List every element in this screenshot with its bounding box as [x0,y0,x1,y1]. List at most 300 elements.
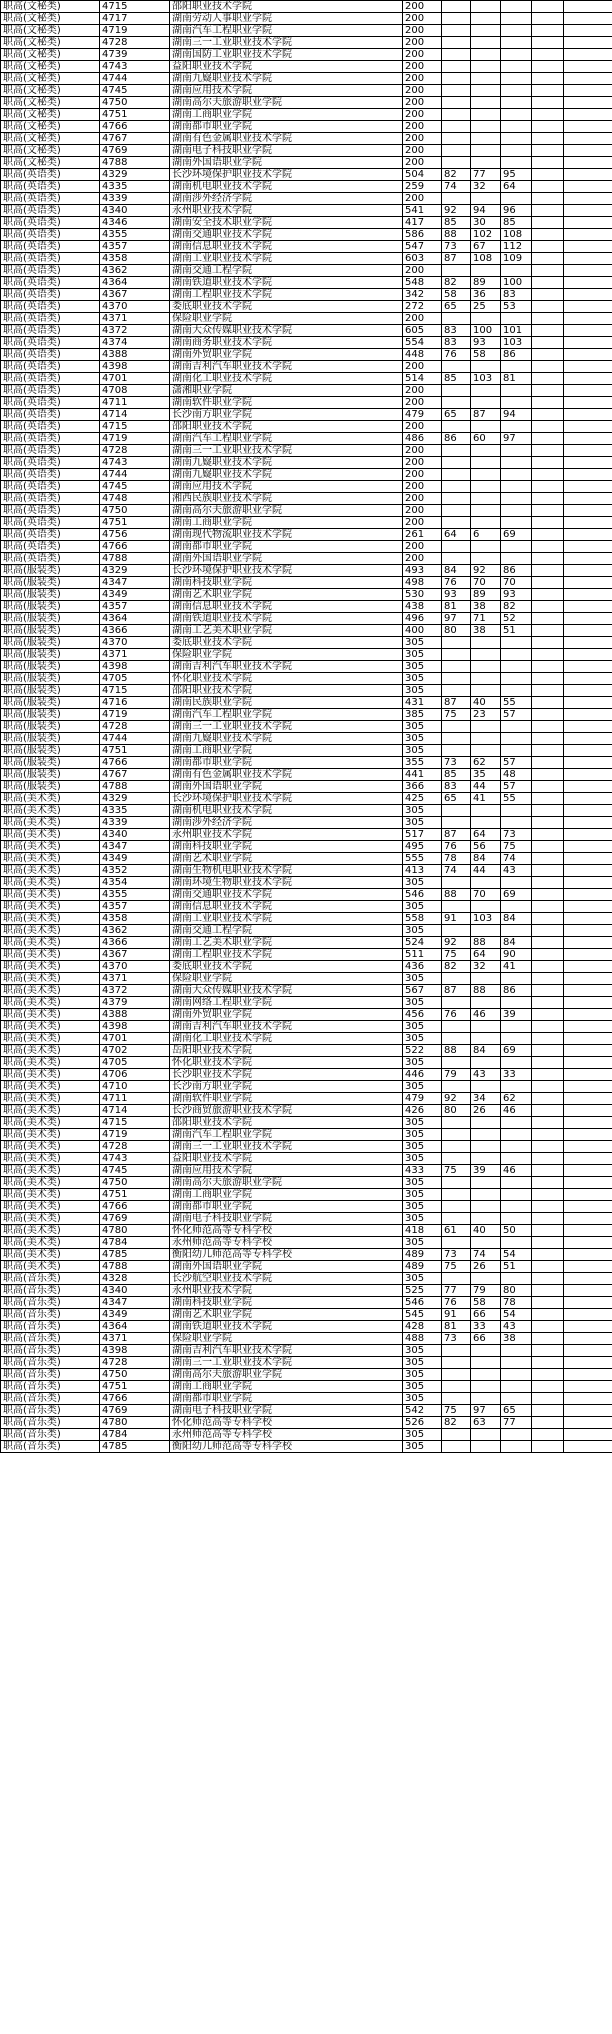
subscore2-cell: 26 [471,1105,501,1117]
empty-cell [564,517,612,529]
code-cell: 4743 [100,457,170,469]
subscore4-cell [532,745,564,757]
subscore1-cell: 91 [442,913,471,925]
score-cell: 511 [403,949,442,961]
table-row [1,769,612,781]
table-row [1,865,612,877]
score-cell: 200 [403,85,442,97]
score-cell: 417 [403,217,442,229]
category-cell: 职高(文秘类) [1,49,100,61]
category-cell: 职高(英语类) [1,217,100,229]
code-cell: 4719 [100,709,170,721]
empty-cell [564,337,612,349]
school-cell: 湖南汽车工程职业学院 [170,1129,403,1141]
subscore1-cell [442,121,471,133]
empty-cell [564,385,612,397]
subscore1-cell [442,541,471,553]
subscore2-cell: 64 [471,829,501,841]
subscore3-cell [501,1021,532,1033]
subscore4-cell [532,1213,564,1225]
subscore3-cell [501,817,532,829]
code-cell: 4366 [100,625,170,637]
subscore4-cell [532,1141,564,1153]
subscore2-cell [471,637,501,649]
table-row [1,925,612,937]
table-row [1,1057,612,1069]
code-cell: 4788 [100,1261,170,1273]
subscore3-cell: 51 [501,625,532,637]
subscore3-cell: 69 [501,1045,532,1057]
score-cell: 305 [403,1141,442,1153]
empty-cell [564,169,612,181]
empty-cell [564,985,612,997]
subscore3-cell [501,1429,532,1441]
subscore4-cell [532,493,564,505]
code-cell: 4358 [100,253,170,265]
table-row [1,1321,612,1333]
subscore4-cell [532,541,564,553]
score-cell: 305 [403,1021,442,1033]
category-cell: 职高(美术类) [1,937,100,949]
table-row [1,1369,612,1381]
subscore4-cell [532,481,564,493]
code-cell: 4352 [100,865,170,877]
empty-cell [564,1225,612,1237]
table-row [1,889,612,901]
subscore2-cell [471,805,501,817]
table-row [1,577,612,589]
subscore1-cell: 76 [442,841,471,853]
category-cell: 职高(服装类) [1,697,100,709]
table-row [1,433,612,445]
empty-cell [564,553,612,565]
subscore3-cell: 62 [501,1093,532,1105]
empty-cell [564,1093,612,1105]
subscore3-cell [501,1141,532,1153]
subscore3-cell: 38 [501,1333,532,1345]
subscore1-cell [442,97,471,109]
table-row [1,1333,612,1345]
code-cell: 4788 [100,781,170,793]
subscore4-cell [532,769,564,781]
code-cell: 4371 [100,1333,170,1345]
subscore3-cell [501,1345,532,1357]
subscore1-cell: 81 [442,1321,471,1333]
category-cell: 职高(英语类) [1,181,100,193]
table-row [1,1213,612,1225]
empty-cell [564,229,612,241]
table-row [1,85,612,97]
score-cell: 200 [403,133,442,145]
subscore1-cell: 61 [442,1225,471,1237]
subscore2-cell [471,733,501,745]
empty-cell [564,1069,612,1081]
empty-cell [564,145,612,157]
subscore1-cell: 86 [442,433,471,445]
subscore2-cell [471,505,501,517]
score-cell: 495 [403,841,442,853]
school-cell: 湖南工商职业学院 [170,517,403,529]
category-cell: 职高(英语类) [1,301,100,313]
subscore3-cell: 43 [501,1321,532,1333]
category-cell: 职高(美术类) [1,841,100,853]
subscore4-cell [532,673,564,685]
subscore4-cell [532,1333,564,1345]
school-cell: 湖南高尔夫旅游职业学院 [170,1369,403,1381]
score-cell: 385 [403,709,442,721]
subscore4-cell [532,841,564,853]
category-cell: 职高(英语类) [1,385,100,397]
code-cell: 4364 [100,1321,170,1333]
code-cell: 4370 [100,637,170,649]
table-row [1,961,612,973]
school-cell: 保险职业学院 [170,649,403,661]
subscore4-cell [532,337,564,349]
score-cell: 305 [403,805,442,817]
subscore3-cell: 43 [501,865,532,877]
school-cell: 湖南外贸职业学院 [170,1009,403,1021]
subscore2-cell: 93 [471,337,501,349]
empty-cell [564,25,612,37]
subscore2-cell: 77 [471,169,501,181]
code-cell: 4398 [100,361,170,373]
category-cell: 职高(美术类) [1,913,100,925]
school-cell: 湖南工程职业技术学院 [170,949,403,961]
empty-cell [564,1381,612,1393]
school-cell: 永州师范高等专科学校 [170,1429,403,1441]
empty-cell [564,1189,612,1201]
score-cell: 200 [403,121,442,133]
score-table-body [1,1,612,1453]
school-cell: 湖南高尔夫旅游职业学院 [170,1177,403,1189]
subscore4-cell [532,1009,564,1021]
school-cell: 湖南都市职业学院 [170,757,403,769]
subscore1-cell: 84 [442,565,471,577]
subscore3-cell [501,1,532,13]
subscore1-cell [442,73,471,85]
subscore2-cell [471,457,501,469]
score-cell: 530 [403,589,442,601]
category-cell: 职高(美术类) [1,1045,100,1057]
code-cell: 4355 [100,889,170,901]
school-cell: 湖南网络工程职业学院 [170,997,403,1009]
school-cell: 湖南汽车工程职业学院 [170,709,403,721]
subscore4-cell [532,25,564,37]
code-cell: 4388 [100,349,170,361]
code-cell: 4717 [100,13,170,25]
subscore3-cell: 94 [501,409,532,421]
subscore2-cell: 66 [471,1309,501,1321]
subscore3-cell [501,109,532,121]
subscore4-cell [532,469,564,481]
category-cell: 职高(服装类) [1,709,100,721]
subscore3-cell: 69 [501,889,532,901]
category-cell: 职高(美术类) [1,1021,100,1033]
subscore4-cell [532,1249,564,1261]
empty-cell [564,937,612,949]
subscore1-cell: 92 [442,937,471,949]
subscore4-cell [532,1129,564,1141]
subscore1-cell: 80 [442,1105,471,1117]
subscore4-cell [532,649,564,661]
school-cell: 湖南外国语职业学院 [170,157,403,169]
subscore4-cell [532,613,564,625]
subscore4-cell [532,925,564,937]
table-row [1,1393,612,1405]
code-cell: 4745 [100,85,170,97]
subscore3-cell [501,97,532,109]
subscore2-cell [471,1177,501,1189]
category-cell: 职高(美术类) [1,1093,100,1105]
category-cell: 职高(英语类) [1,169,100,181]
subscore4-cell [532,805,564,817]
subscore1-cell: 76 [442,1009,471,1021]
code-cell: 4728 [100,37,170,49]
table-row [1,157,612,169]
subscore2-cell [471,1429,501,1441]
school-cell: 湘西民族职业技术学院 [170,493,403,505]
category-cell: 职高(服装类) [1,589,100,601]
code-cell: 4766 [100,1393,170,1405]
subscore2-cell [471,121,501,133]
subscore4-cell [532,973,564,985]
table-row [1,949,612,961]
subscore4-cell [532,1045,564,1057]
score-cell: 525 [403,1285,442,1297]
subscore2-cell: 58 [471,1297,501,1309]
subscore2-cell: 36 [471,289,501,301]
empty-cell [564,265,612,277]
empty-cell [564,1081,612,1093]
school-cell: 湖南铁道职业技术学院 [170,613,403,625]
code-cell: 4347 [100,1297,170,1309]
subscore3-cell [501,733,532,745]
subscore2-cell [471,541,501,553]
subscore3-cell [501,445,532,457]
category-cell: 职高(英语类) [1,541,100,553]
score-cell: 504 [403,169,442,181]
subscore4-cell [532,301,564,313]
subscore4-cell [532,781,564,793]
code-cell: 4398 [100,661,170,673]
subscore1-cell [442,109,471,121]
score-cell: 305 [403,1129,442,1141]
code-cell: 4372 [100,985,170,997]
empty-cell [564,1129,612,1141]
empty-cell [564,925,612,937]
empty-cell [564,1141,612,1153]
empty-cell [564,661,612,673]
category-cell: 职高(服装类) [1,757,100,769]
subscore3-cell: 57 [501,709,532,721]
school-cell: 湖南工业职业技术学院 [170,913,403,925]
table-row [1,973,612,985]
subscore2-cell: 40 [471,1225,501,1237]
subscore3-cell [501,265,532,277]
category-cell: 职高(英语类) [1,553,100,565]
subscore4-cell [532,73,564,85]
school-cell: 湖南科技职业学院 [170,841,403,853]
category-cell: 职高(美术类) [1,1069,100,1081]
subscore2-cell: 71 [471,613,501,625]
subscore3-cell [501,901,532,913]
school-cell: 益阳职业技术学院 [170,1153,403,1165]
subscore2-cell: 103 [471,373,501,385]
subscore4-cell [532,133,564,145]
school-cell: 湖南信息职业技术学院 [170,601,403,613]
category-cell: 职高(音乐类) [1,1393,100,1405]
category-cell: 职高(服装类) [1,577,100,589]
subscore4-cell [532,1153,564,1165]
subscore3-cell [501,637,532,649]
code-cell: 4788 [100,553,170,565]
school-cell: 湖南化工职业技术学院 [170,1033,403,1045]
subscore2-cell [471,925,501,937]
subscore2-cell [471,397,501,409]
school-cell: 湖南工商职业学院 [170,1189,403,1201]
category-cell: 职高(美术类) [1,1249,100,1261]
subscore4-cell [532,421,564,433]
subscore1-cell [442,193,471,205]
subscore4-cell [532,49,564,61]
subscore2-cell [471,721,501,733]
subscore1-cell [442,1153,471,1165]
school-cell: 怀化师范高等专科学校 [170,1417,403,1429]
category-cell: 职高(美术类) [1,949,100,961]
score-cell: 305 [403,1177,442,1189]
code-cell: 4744 [100,733,170,745]
empty-cell [564,649,612,661]
score-cell: 496 [403,613,442,625]
subscore4-cell [532,853,564,865]
category-cell: 职高(文秘类) [1,109,100,121]
code-cell: 4364 [100,613,170,625]
category-cell: 职高(英语类) [1,265,100,277]
score-cell: 200 [403,193,442,205]
category-cell: 职高(文秘类) [1,13,100,25]
code-cell: 4715 [100,421,170,433]
school-cell: 湖南都市职业学院 [170,121,403,133]
subscore1-cell [442,1381,471,1393]
table-row [1,1381,612,1393]
school-cell: 湖南交通职业技术学院 [170,889,403,901]
subscore3-cell [501,1213,532,1225]
table-row [1,385,612,397]
subscore3-cell [501,421,532,433]
subscore4-cell [532,997,564,1009]
score-cell: 489 [403,1261,442,1273]
empty-cell [564,1033,612,1045]
subscore1-cell: 73 [442,757,471,769]
school-cell: 长沙环境保护职业技术学院 [170,565,403,577]
empty-cell [564,481,612,493]
school-cell: 湖南环境生物职业技术学院 [170,877,403,889]
empty-cell [564,121,612,133]
subscore3-cell [501,481,532,493]
subscore4-cell [532,829,564,841]
code-cell: 4357 [100,241,170,253]
score-cell: 555 [403,853,442,865]
subscore3-cell [501,505,532,517]
empty-cell [564,637,612,649]
empty-cell [564,589,612,601]
table-row [1,805,612,817]
empty-cell [564,1237,612,1249]
subscore2-cell [471,901,501,913]
empty-cell [564,373,612,385]
subscore4-cell [532,1069,564,1081]
subscore3-cell [501,313,532,325]
subscore3-cell [501,397,532,409]
subscore1-cell [442,133,471,145]
code-cell: 4705 [100,673,170,685]
subscore1-cell [442,637,471,649]
table-row [1,373,612,385]
subscore1-cell [442,457,471,469]
subscore1-cell: 74 [442,865,471,877]
category-cell: 职高(美术类) [1,973,100,985]
score-cell: 498 [403,577,442,589]
subscore1-cell [442,1033,471,1045]
category-cell: 职高(文秘类) [1,121,100,133]
subscore3-cell [501,1237,532,1249]
subscore3-cell [501,361,532,373]
subscore3-cell [501,1357,532,1369]
subscore3-cell: 75 [501,841,532,853]
code-cell: 4784 [100,1429,170,1441]
school-cell: 湖南涉外经济学院 [170,193,403,205]
code-cell: 4780 [100,1225,170,1237]
subscore4-cell [532,1429,564,1441]
subscore2-cell: 84 [471,853,501,865]
table-row [1,613,612,625]
subscore1-cell [442,1345,471,1357]
code-cell: 4767 [100,769,170,781]
table-row [1,1405,612,1417]
school-cell: 永州职业技术学院 [170,205,403,217]
table-row [1,37,612,49]
subscore3-cell: 77 [501,1417,532,1429]
empty-cell [564,253,612,265]
subscore4-cell [532,817,564,829]
subscore2-cell: 63 [471,1417,501,1429]
subscore1-cell: 91 [442,1309,471,1321]
subscore4-cell [532,901,564,913]
subscore3-cell [501,385,532,397]
subscore1-cell [442,1393,471,1405]
empty-cell [564,829,612,841]
score-cell: 366 [403,781,442,793]
score-cell: 425 [403,793,442,805]
subscore2-cell [471,85,501,97]
code-cell: 4780 [100,1417,170,1429]
subscore4-cell [532,1177,564,1189]
subscore2-cell: 58 [471,349,501,361]
subscore2-cell: 88 [471,985,501,997]
subscore2-cell: 35 [471,769,501,781]
subscore4-cell [532,241,564,253]
subscore4-cell [532,577,564,589]
code-cell: 4716 [100,697,170,709]
table-row [1,697,612,709]
subscore1-cell: 85 [442,217,471,229]
table-row [1,1009,612,1021]
empty-cell [564,997,612,1009]
subscore2-cell [471,817,501,829]
code-cell: 4751 [100,1189,170,1201]
subscore1-cell: 75 [442,1165,471,1177]
subscore2-cell [471,1393,501,1405]
